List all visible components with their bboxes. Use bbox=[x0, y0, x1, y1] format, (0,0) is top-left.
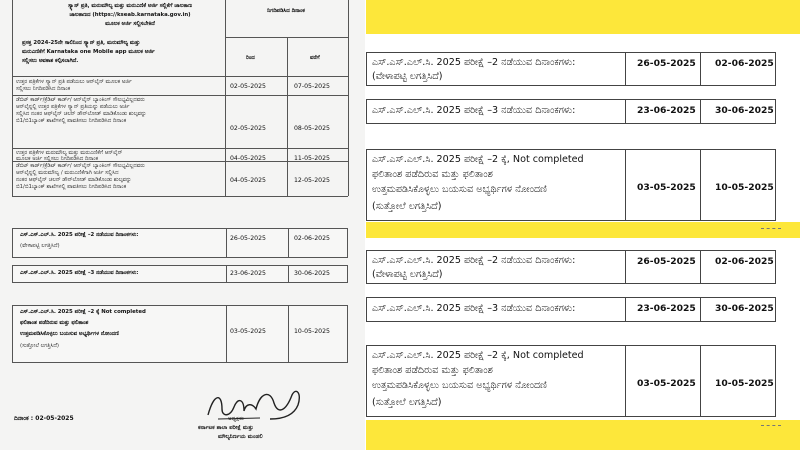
highlight-band-top bbox=[366, 0, 800, 34]
zoom-lower-1-line-1: ಎಸ್.ಎಸ್.ಎಲ್.ಸಿ. 2025 ಪರೀಕ್ಷೆ –2 ನಡೆಯುವ ದಿನಾಂಕಗಳು: bbox=[372, 255, 576, 266]
row-1-line-2: ಸಲ್ಲಿಸಲು ನಿಗದಿಪಡಿಸಿದ ದಿನಾಂಕ bbox=[16, 86, 71, 92]
zoom-upper-3-to: 10-05-2025 bbox=[715, 182, 774, 193]
zoom-lower-2-to: 30-06-2025 bbox=[715, 303, 774, 314]
row-4-line-4: ಬಿ1/ಬಿ1ಬ್ಯಾಂಕ್ ಶಾಖೆಗಳಲ್ಲಿ ಪಾವತಿಸಲು ನಿಗದಿಪಡಿಸಿದ ದಿನಾಂಕ bbox=[16, 184, 127, 190]
header-line-1: ಸ್ಕ್ಯಾನ್ ಪ್ರತಿ, ಮರುಮೌಲ್ಯ ಮತ್ತು ಮರುಎಣಿಕೆ ಅರ್ಜಿ ಸಲ್ಲಿಕೆಗೆ ಜಾಲತಾಣ bbox=[68, 3, 192, 9]
row-4-line-2: ಆನ್‌ಲೈನ್ನಲ್ಲಿ ಮರುಮೌಲ್ಯ / ಮರುಎಣಿಕೆಗಾಗಿ ಅರ್ಜಿ ಸಲ್ಲಿಸಿದ bbox=[16, 170, 119, 176]
signatory-org-line-2: ಮೌಲ್ಯನಿರ್ಣಯ ಮಂಡಲಿ bbox=[218, 434, 263, 440]
row-1-line-1: ಉತ್ತರ ಪತ್ರಿಕೆಗಳ ಸ್ಕ್ಯಾನ್ ಪ್ರತಿ ಪಡೆಯಲು ಆನ್‌ಲೈನ್ ಮೂಲಕ ಅರ್ಜಿ bbox=[16, 79, 132, 85]
zoom-lower-1-line-2: (ವೇಳಾಪಟ್ಟಿ ಲಗತ್ತಿಸಿದೆ) bbox=[372, 269, 443, 280]
crop-edge-mark-1 bbox=[761, 228, 781, 229]
row-2-to: 08-05-2025 bbox=[294, 125, 330, 132]
scan-exam-2-line-1: ಎಸ್.ಎಸ್.ಎಲ್.ಸಿ. 2025 ಪರೀಕ್ಷೆ –3 ನಡೆಯುವ ದಿನಾಂಕಗಳು: bbox=[20, 270, 139, 276]
scan-exam-3-line-2: ಫಲಿತಾಂಶ ಪಡೆದಿರುವ ಮತ್ತು ಫಲಿತಾಂಶ bbox=[20, 320, 89, 326]
signature-mark bbox=[200, 385, 310, 425]
row-2-line-2: ಆನ್‌ಲೈನ್ನಲ್ಲಿ ಉತ್ತರ ಪತ್ರಿಕೆಗಳ ಸ್ಕ್ಯಾನ್ ಪ್ರತಿಯನ್ನು ಪಡೆಯಲು ಅರ್ಜಿ bbox=[16, 104, 130, 110]
row-2-line-4: ಬಿ1/ಬಿ1ಬ್ಯಾಂಕ್ ಶಾಖೆಗಳಲ್ಲಿ ಪಾವತಿಸಲು ನಿಗದಿಪಡಿಸಿದ ದಿನಾಂಕ bbox=[16, 118, 127, 124]
scan-exam-2-to: 30-06-2025 bbox=[294, 270, 330, 277]
row-4-line-1: ಡೆಬಿಟ್ ಕಾರ್ಡ್/ಕ್ರೆಡಿಟ್ ಕಾರ್ಡ್/ ಆನ್‌ಲೈನ್ ಬ್ಯಾಂಕಿಂಗ್ ಸೌಲಭ್ಯವಿಲ್ಲದವರು bbox=[16, 163, 145, 169]
scan-exam-3-line-4: (ಸುತ್ತೋಲೆ ಲಗತ್ತಿಸಿದೆ) bbox=[20, 343, 60, 349]
table-divider-from-to bbox=[287, 37, 288, 196]
zoom-lower-3-line-2: ಫಲಿತಾಂಶ ಪಡೆದಿರುವ ಮತ್ತು ಫಲಿತಾಂಶ bbox=[372, 365, 493, 376]
zoom-lower-3-line-4: (ಸುತ್ತೋಲೆ ಲಗತ್ತಿಸಿದೆ) bbox=[372, 397, 442, 408]
signatory-title: ಅಧ್ಯಕ್ಷರು bbox=[228, 416, 244, 422]
row-3-line-1: ಉತ್ತರ ಪತ್ರಿಕೆಗಳ ಮರುಮೌಲ್ಯ ಮತ್ತು ಮರುಎಣಿಕೆಗೆ ಆನ್‌ಲೈನ್ bbox=[16, 150, 123, 156]
date-column-header: ನಿಗದಿಪಡಿಸಿದ ದಿನಾಂಕ bbox=[267, 8, 305, 14]
scan-exam-3-line-3: ಉತ್ತಮಪಡಿಸಿಕೊಳ್ಳಲು ಬಯಸುವ ಅಭ್ಯರ್ಥಿಗಳ ನೋಂದಣಿ bbox=[20, 331, 119, 337]
zoom-upper-3-line-4: (ಸುತ್ತೋಲೆ ಲಗತ್ತಿಸಿದೆ) bbox=[372, 201, 442, 212]
row-1-to: 07-05-2025 bbox=[294, 83, 330, 90]
issue-date: ದಿನಾಂಕ : 02-05-2025 bbox=[14, 415, 74, 422]
table-rule-bottom bbox=[12, 196, 348, 197]
scan-exam-2-from: 23-06-2025 bbox=[230, 270, 266, 277]
scan-exam-1-to: 02-06-2025 bbox=[294, 235, 330, 242]
zoomed-excerpt-panel bbox=[366, 0, 800, 450]
table-rule-2 bbox=[12, 148, 348, 149]
zoom-upper-2-to: 30-06-2025 bbox=[715, 105, 774, 116]
scan-exam-3-line-1: ಎಸ್.ಎಸ್.ಎಲ್.ಸಿ. 2025 ಪರೀಕ್ಷೆ –2 ಕ್ಕೆ Not completed bbox=[20, 309, 146, 315]
zoom-upper-2-from: 23-06-2025 bbox=[637, 105, 696, 116]
table-border-right bbox=[348, 0, 349, 196]
row-3-to: 11-05-2025 bbox=[294, 155, 330, 162]
zoom-lower-1-from: 26-05-2025 bbox=[637, 256, 696, 267]
scan-exam-1-line-1: ಎಸ್.ಎಸ್.ಎಲ್.ಸಿ. 2025 ಪರೀಕ್ಷೆ –2 ನಡೆಯುವ ದಿನಾಂಕಗಳು: bbox=[20, 232, 139, 238]
row-2-line-3: ಸಲ್ಲಿಸಿದ ನಂತರ ಆಫ್‌ಲೈನ್ ಚಲನ್ ಡೌನ್‌ಲೋಡ್ ಮಾಡಿಕೊಂಡು ಶುಲ್ಕವನ್ನು bbox=[16, 111, 147, 117]
row-2-line-1: ಡೆಬಿಟ್ ಕಾರ್ಡ್/ಕ್ರೆಡಿಟ್ ಕಾರ್ಡ್/ ಆನ್‌ಲೈನ್ ಬ್ಯಾಂಕಿಂಗ್ ಸೌಲಭ್ಯವಿಲ್ಲದವರು bbox=[16, 97, 145, 103]
row-4-to: 12-05-2025 bbox=[294, 177, 330, 184]
table-divider-date bbox=[225, 0, 226, 196]
col-from-label: ರಿಂದ bbox=[246, 55, 255, 61]
zoom-upper-1-line-1: ಎಸ್.ಎಸ್.ಎಲ್.ಸಿ. 2025 ಪರೀಕ್ಷೆ –2 ನಡೆಯುವ ದಿನಾಂಕಗಳು: bbox=[372, 57, 576, 68]
table-rule-date-header bbox=[225, 37, 348, 38]
header-line-3: ಮೂಲಕ ಅರ್ಜಿ ಸಲ್ಲಿಸಬೇಕಿದೆ bbox=[105, 21, 155, 27]
zoom-upper-2-line-1: ಎಸ್.ಎಸ್.ಎಲ್.ಸಿ. 2025 ಪರೀಕ್ಷೆ –3 ನಡೆಯುವ ದಿನಾಂಕಗಳು: bbox=[372, 105, 576, 116]
zoom-lower-1-to: 02-06-2025 bbox=[715, 256, 774, 267]
highlight-band-middle bbox=[366, 222, 800, 238]
zoom-upper-3-line-1: ಎಸ್.ಎಸ್.ಎಲ್.ಸಿ. 2025 ಪರೀಕ್ಷೆ –2 ಕ್ಕೆ, Not completed bbox=[372, 154, 584, 165]
row-4-line-3: ನಂತರ ಆಫ್‌ಲೈನ್ ಚಲನ್ ಡೌನ್‌ಲೋಡ್ ಮಾಡಿಕೊಂಡು ಶುಲ್ಕವನ್ನು bbox=[16, 177, 132, 183]
row-4-from: 04-05-2025 bbox=[230, 177, 266, 184]
zoom-upper-3-from: 03-05-2025 bbox=[637, 182, 696, 193]
zoom-lower-3-to: 10-05-2025 bbox=[715, 378, 774, 389]
scan-exam-1-from: 26-05-2025 bbox=[230, 235, 266, 242]
col-to-label: ವರೆಗೆ bbox=[310, 55, 320, 61]
row-2-from: 02-05-2025 bbox=[230, 125, 266, 132]
scan-exam-3-to: 10-05-2025 bbox=[294, 328, 330, 335]
subheader-line-1: ಪ್ರಸಕ್ತ 2024-25ನೇ ಸಾಲಿನಿಂದ ಸ್ಕ್ಯಾನ್ ಪ್ರತಿ, ಮರುಮೌಲ್ಯ ಮತ್ತು bbox=[22, 40, 141, 46]
signatory-org-line-1: ಕರ್ನಾಟಕ ಶಾಲಾ ಪರೀಕ್ಷೆ ಮತ್ತು bbox=[198, 425, 254, 431]
zoom-lower-2-line-1: ಎಸ್.ಎಸ್.ಎಲ್.ಸಿ. 2025 ಪರೀಕ್ಷೆ –3 ನಡೆಯುವ ದಿನಾಂಕಗಳು: bbox=[372, 303, 576, 314]
highlight-band-bottom bbox=[366, 420, 800, 450]
scan-exam-3-from: 03-05-2025 bbox=[230, 328, 266, 335]
zoom-lower-2-from: 23-06-2025 bbox=[637, 303, 696, 314]
table-rule-1 bbox=[12, 95, 348, 96]
zoom-upper-1-from: 26-05-2025 bbox=[637, 58, 696, 69]
zoom-upper-1-line-2: (ವೇಳಾಪಟ್ಟಿ ಲಗತ್ತಿಸಿದೆ) bbox=[372, 71, 443, 82]
subheader-line-2: ಮರುಎಣಿಕೆಗೆ Karnataka one Mobile app ಮೂಲಕ ಅರ್ಜಿ bbox=[22, 49, 155, 55]
zoom-upper-1-to: 02-06-2025 bbox=[715, 58, 774, 69]
header-line-2: ಜಾಲತಾಣದ (https://kseab.karnataka.gov.in) bbox=[69, 12, 191, 18]
scan-exam-1-line-2: (ವೇಳಾಪಟ್ಟಿ ಲಗತ್ತಿಸಿದೆ) bbox=[20, 243, 60, 249]
table-rule-header bbox=[12, 76, 348, 77]
zoom-upper-3-line-2: ಫಲಿತಾಂಶ ಪಡೆದಿರುವ ಮತ್ತು ಫಲಿತಾಂಶ bbox=[372, 169, 493, 180]
crop-edge-mark-2 bbox=[761, 425, 781, 426]
subheader-line-3: ಸಲ್ಲಿಸಲು ಅವಕಾಶ ಕಲ್ಪಿಸಲಾಗಿದೆ. bbox=[22, 58, 79, 64]
table-border-left bbox=[12, 0, 13, 196]
row-3-from: 04-05-2025 bbox=[230, 155, 266, 162]
scanned-notice-page bbox=[0, 0, 365, 450]
zoom-upper-3-line-3: ಉತ್ತಮಪಡಿಸಿಕೊಳ್ಳಲು ಬಯಸುವ ಅಭ್ಯರ್ಥಿಗಳ ನೋಂದಣಿ bbox=[372, 184, 547, 195]
zoom-lower-3-line-3: ಉತ್ತಮಪಡಿಸಿಕೊಳ್ಳಲು ಬಯಸುವ ಅಭ್ಯರ್ಥಿಗಳ ನೋಂದಣಿ bbox=[372, 380, 547, 391]
row-1-from: 02-05-2025 bbox=[230, 83, 266, 90]
row-3-line-2: ಮೂಲಕ ಅರ್ಜಿ ಸಲ್ಲಿಸಲು ನಿಗದಿಪಡಿಸಿದ ದಿನಾಂಕ bbox=[16, 156, 99, 162]
zoom-lower-3-from: 03-05-2025 bbox=[637, 378, 696, 389]
zoom-lower-3-line-1: ಎಸ್.ಎಸ್.ಎಲ್.ಸಿ. 2025 ಪರೀಕ್ಷೆ –2 ಕ್ಕೆ, Not completed bbox=[372, 350, 584, 361]
